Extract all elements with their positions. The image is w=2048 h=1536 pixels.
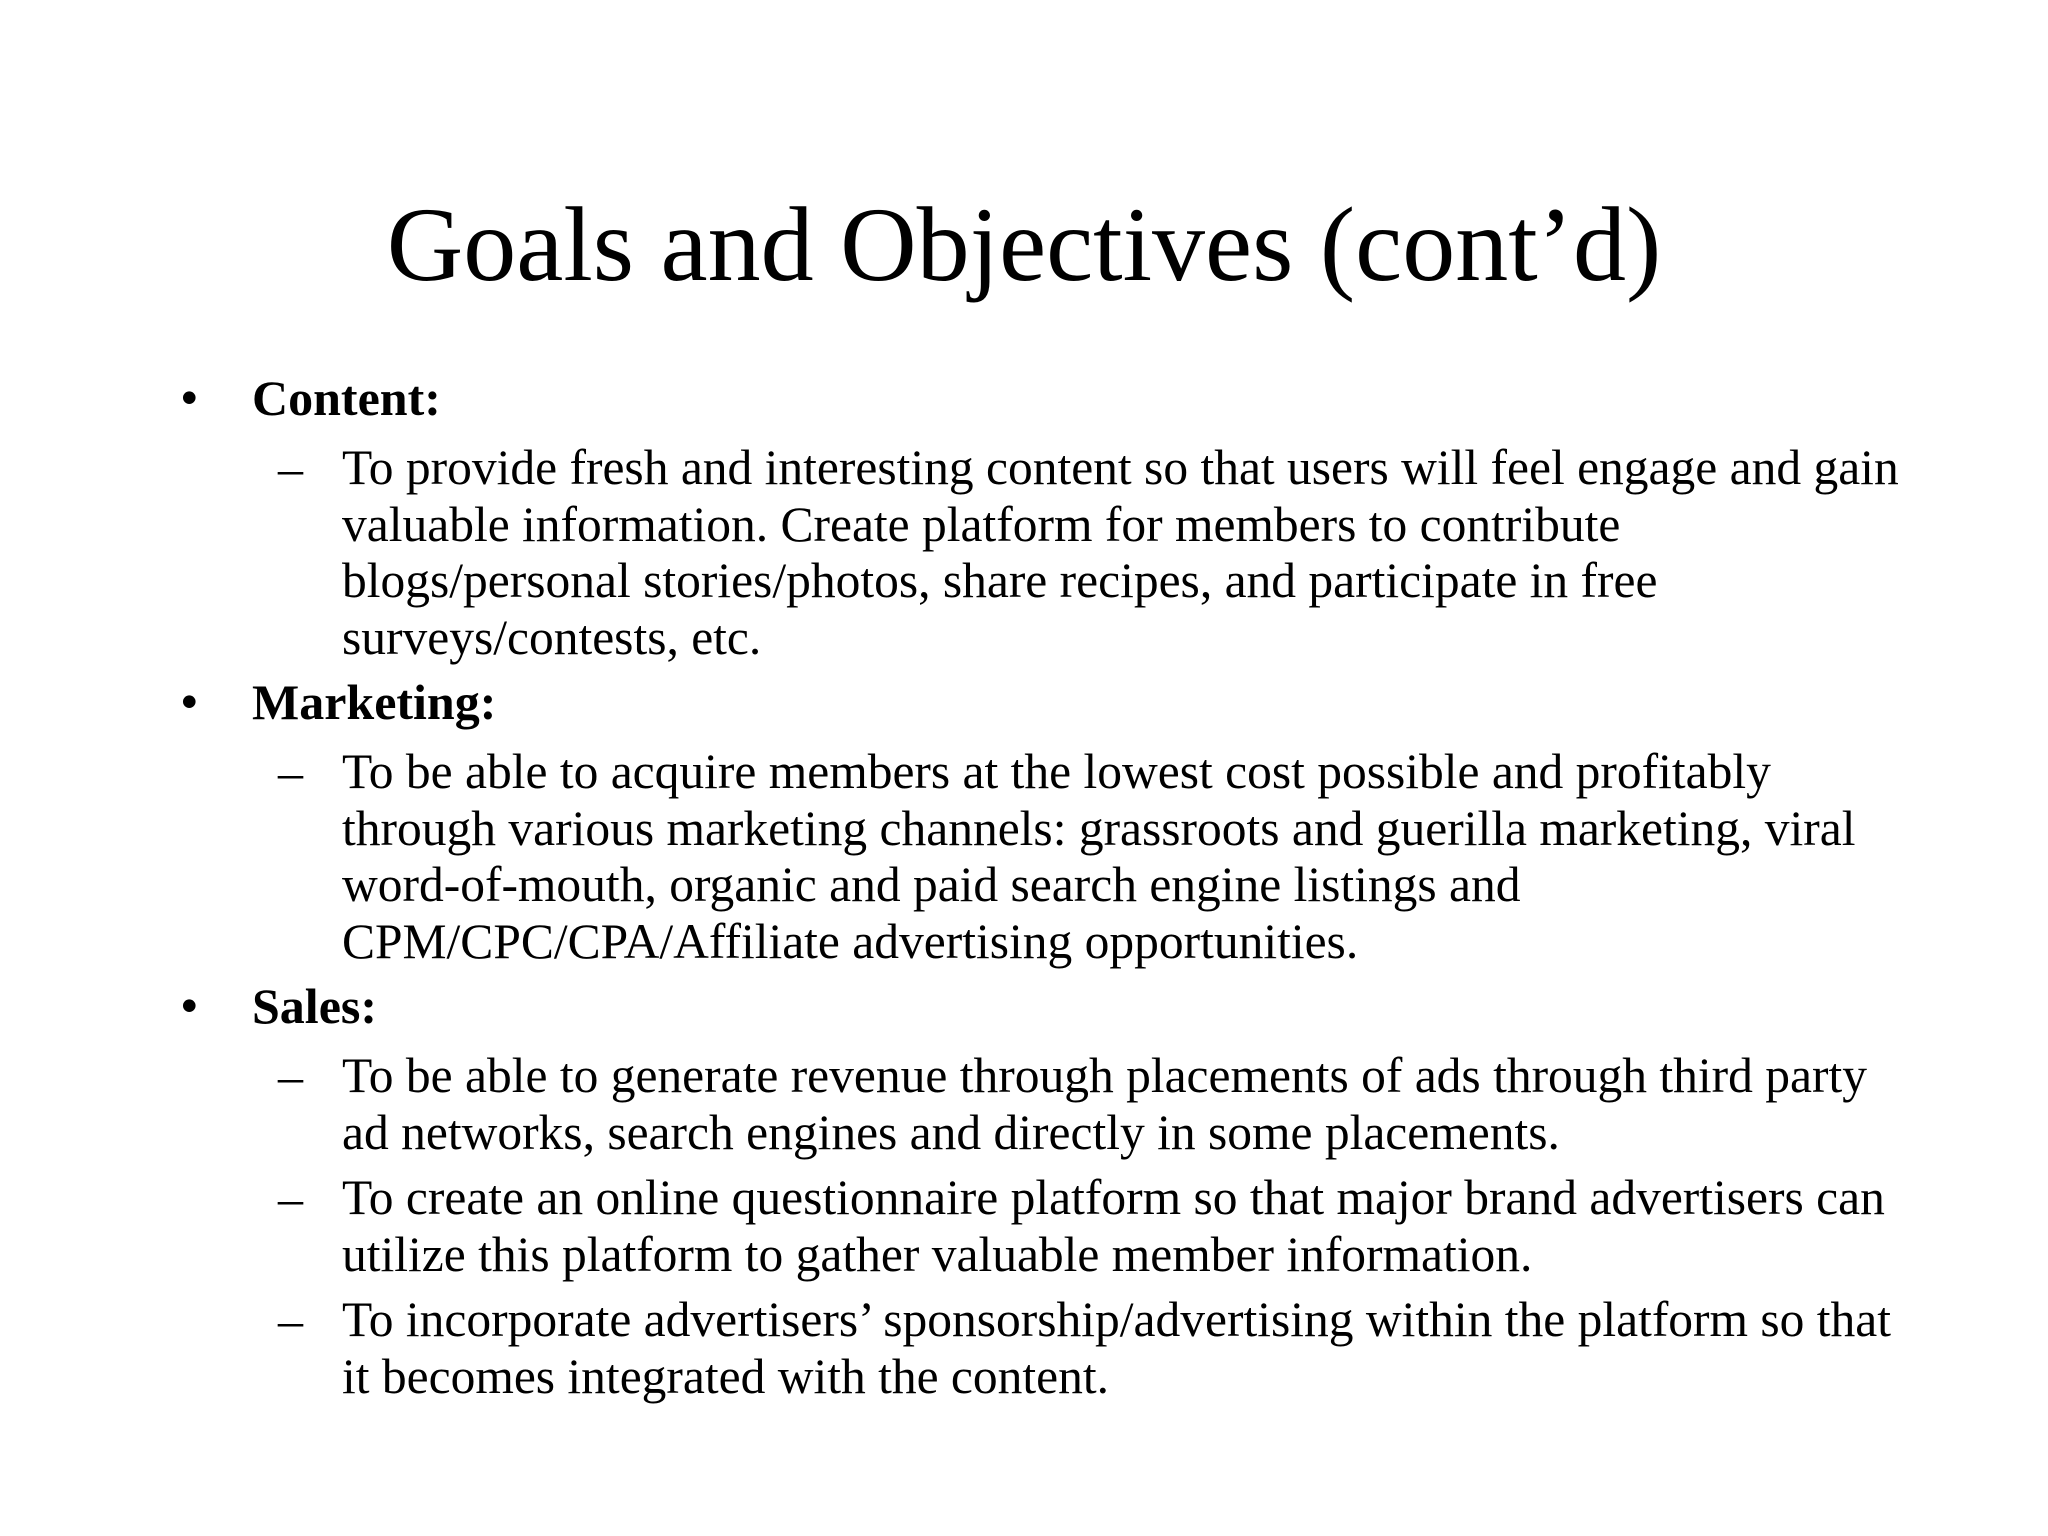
bullet-marketing: • [180, 673, 199, 731]
section-heading-sales: Sales: [252, 978, 377, 1034]
dash-sales-1: – [278, 1048, 303, 1104]
dash-marketing-1: – [278, 744, 303, 800]
dash-content-1: – [278, 440, 303, 496]
bullet-sales: • [180, 977, 199, 1035]
sales-item-3: To incorporate advertisers’ sponsorship/advertising within the platform so that it becomes integrated with the content. [342, 1292, 1892, 1404]
dash-sales-2: – [278, 1170, 303, 1226]
sales-item-2: To create an online questionnaire platform so that major brand advertisers can utilize this platform to gather valuable member information. [342, 1170, 1885, 1282]
section-heading-marketing: Marketing: [252, 674, 497, 730]
section-heading-content: Content: [252, 370, 441, 426]
bullet-content: • [180, 369, 199, 427]
sales-item-1: To be able to generate revenue through placements of ads through third party ad networks, search engines and directly in some placements. [342, 1048, 1868, 1160]
marketing-item-1: To be able to acquire members at the lowest cost possible and profitably through various marketing channels: grassroots and guerilla marketing, viral word-of-mouth, organic and paid search engine listings and CPM/CPC/CPA/Affiliate advertising opportunities. [342, 744, 1856, 969]
dash-sales-3: – [278, 1292, 303, 1348]
content-item-1: To provide fresh and interesting content so that users will feel engage and gain valuable information. Create platform for members to contribute blogs/personal stories/photos, share recipes, and participate in free surveys/contests, etc. [342, 440, 1899, 665]
slide-title: Goals and Objectives (cont’d) [386, 186, 1662, 303]
